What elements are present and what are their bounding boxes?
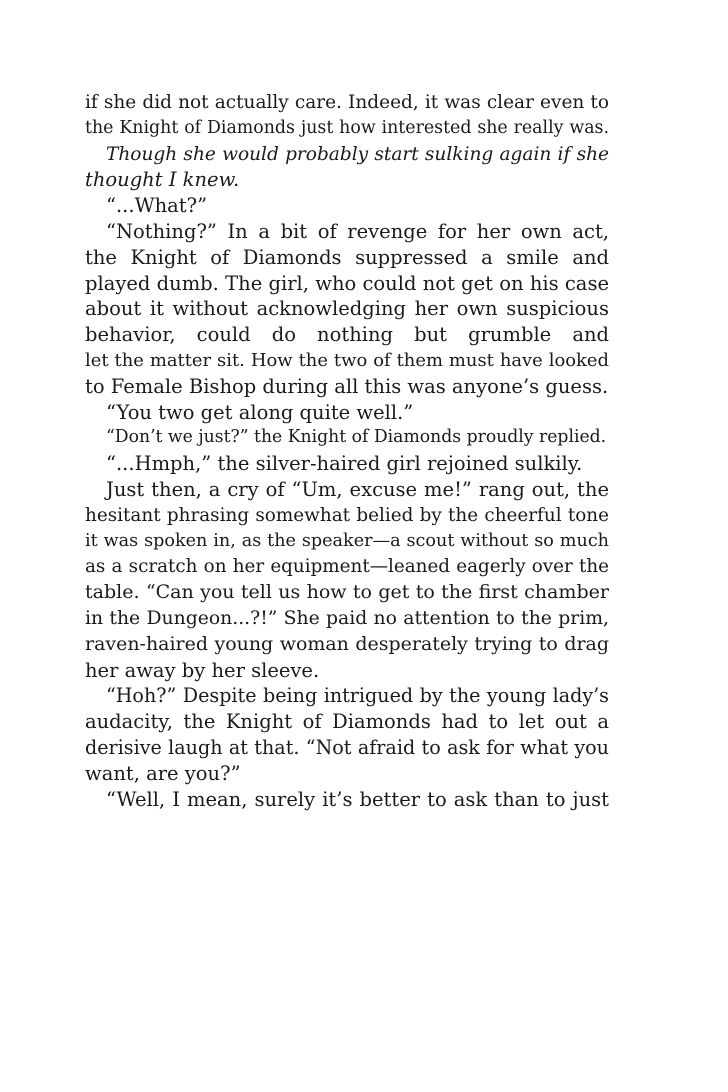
text-line: the Knight of Diamonds just how interested she really was. bbox=[85, 117, 609, 138]
text-line: if she did not actually care. Indeed, it was clear even to bbox=[85, 92, 609, 113]
text-line: Just then, a cry of “Um, excuse me!” rang out, the bbox=[106, 477, 609, 501]
text-line: in the Dungeon...?!” She paid no attention to the prim, bbox=[85, 607, 609, 629]
text-line: to Female Bishop during all this was anyone’s guess. bbox=[85, 374, 609, 398]
text-line: “You two get along quite well.” bbox=[106, 400, 414, 424]
text-line: as a scratch on her equipment—leaned eagerly over the bbox=[85, 556, 609, 578]
text-line: “Don’t we just?” the Knight of Diamonds proudly replied. bbox=[106, 427, 607, 448]
text-line: want, are you?” bbox=[85, 761, 241, 785]
text-line: hesitant phrasing somewhat belied by the cheerful tone bbox=[85, 504, 609, 526]
text-line: “Hoh?” Despite being intrigued by the young lady’s bbox=[106, 684, 609, 708]
text-line: raven-haired young woman desperately trying to drag bbox=[85, 632, 609, 655]
text-line: let the matter sit. How the two of them must have looked bbox=[85, 349, 609, 371]
text-line: “...Hmph,” the silver-haired girl rejoined sulkily. bbox=[106, 452, 583, 476]
text-line: audacity, the Knight of Diamonds had to let out a bbox=[85, 710, 609, 734]
text-line: “...What?” bbox=[106, 194, 208, 218]
text-line: behavior, could do nothing but grumble and bbox=[85, 323, 609, 347]
text-line: about it without acknowledging her own suspicious bbox=[85, 297, 609, 321]
text-line: her away by her sleeve. bbox=[85, 658, 320, 682]
text-line: derisive laugh at that. “Not afraid to ask for what you bbox=[85, 735, 609, 759]
text-line: it was spoken in, as the speaker—a scout without so much bbox=[85, 530, 609, 551]
text-line: table. “Can you tell us how to get to the first chamber bbox=[85, 581, 609, 604]
book-page-text bbox=[85, 90, 609, 812]
text-line: Though she would probably start sulking again if she bbox=[106, 143, 609, 165]
text-line: the Knight of Diamonds suppressed a smile and bbox=[85, 245, 609, 269]
text-line: thought I knew. bbox=[85, 168, 240, 192]
text-line: “Well, I mean, surely it’s better to ask than to just bbox=[106, 787, 609, 811]
text-line: played dumb. The girl, who could not get on his case bbox=[85, 271, 609, 295]
text-line: “Nothing?” In a bit of revenge for her own act, bbox=[106, 219, 609, 243]
